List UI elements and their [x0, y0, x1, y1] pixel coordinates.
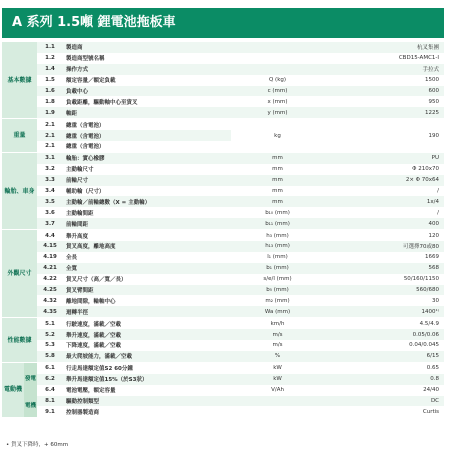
spec-description: 軸距 [63, 107, 231, 118]
spec-code: 3.4 [37, 186, 63, 197]
spec-unit: kg [231, 119, 324, 153]
spec-code: 4.35 [37, 306, 63, 317]
spec-value: 400 [324, 218, 444, 229]
spec-unit: mm [231, 164, 324, 175]
spec-description: 主動輪間距 [63, 207, 231, 218]
spec-description: 貨叉尺寸（高／寬／長） [63, 274, 231, 285]
spec-code: 3.5 [37, 196, 63, 207]
spec-value: 30 [324, 295, 444, 306]
spec-description: 負載距離，驅動軸中心至貨叉 [63, 96, 231, 107]
spec-unit: x (mm) [231, 96, 324, 107]
spec-unit: kW [231, 362, 324, 373]
spec-description: 總重（含電池） [63, 119, 231, 130]
spec-description: 舉升馬達額定值15%（於S3狀） [63, 374, 231, 385]
table-row [2, 374, 444, 385]
spec-description: 電池電壓，額定容量 [63, 385, 231, 396]
spec-unit [231, 53, 324, 64]
table-row [2, 53, 444, 64]
spec-code: 1.1 [37, 42, 63, 53]
spec-value: 568 [324, 263, 444, 274]
table-row [2, 196, 444, 207]
spec-value: 2× Φ 70x64 [324, 175, 444, 186]
spec-value: 0.8 [324, 374, 444, 385]
spec-value: 1500 [324, 75, 444, 86]
spec-description: 總重（含電池） [63, 141, 231, 152]
spec-code: 5.3 [37, 340, 63, 351]
spec-unit: y (mm) [231, 107, 324, 118]
spec-description: 控制器製造商 [63, 406, 231, 417]
spec-code: 4.4 [37, 230, 63, 241]
table-row [2, 119, 444, 130]
spec-code: 4.15 [37, 241, 63, 252]
spec-value: 4.5/4.9 [324, 318, 444, 329]
spec-description: 舉升速度，滿載／空載 [63, 329, 231, 340]
spec-description: 下降速度，滿載／空載 [63, 340, 231, 351]
table-row [2, 152, 444, 163]
table-row [2, 42, 444, 53]
spec-code: 3.6 [37, 207, 63, 218]
spec-value: Curtis [324, 406, 444, 417]
table-row [2, 406, 444, 417]
spec-description: 輪胎：實心橡膠 [63, 152, 231, 163]
spec-code: 4.21 [37, 263, 63, 274]
spec-description: 前輪間距 [63, 218, 231, 229]
spec-value: 1669 [324, 252, 444, 263]
spec-code: 3.2 [37, 164, 63, 175]
table-row [2, 207, 444, 218]
group-label-basic: 基本數據 [2, 42, 37, 119]
table-row [2, 64, 444, 75]
spec-unit: mm [231, 186, 324, 197]
spec-unit: m/s [231, 329, 324, 340]
spec-description: 迴轉半徑 [63, 306, 231, 317]
spec-value: 可選擇70或80 [324, 241, 444, 252]
group-sublabel-power-a: 發電 [24, 362, 37, 395]
spec-value: 50/160/1150 [324, 274, 444, 285]
spec-description: 離地間隙，輪軸中心 [63, 295, 231, 306]
spec-code: 1.5 [37, 75, 63, 86]
spec-value: 1225 [324, 107, 444, 118]
spec-unit: Q (kg) [231, 75, 324, 86]
spec-description: 主動輪／前輪總數（X = 主動輪） [63, 196, 231, 207]
spec-unit: b₁₀ (mm) [231, 207, 324, 218]
spec-unit: m/s [231, 340, 324, 351]
spec-unit: Wa (mm) [231, 306, 324, 317]
table-row [2, 230, 444, 241]
spec-code: 8.1 [37, 396, 63, 407]
table-row [2, 396, 444, 407]
table-row [2, 306, 444, 317]
spec-unit: s/e/l (mm) [231, 274, 324, 285]
spec-description: 輔助輪（尺寸） [63, 186, 231, 197]
spec-code: 4.22 [37, 274, 63, 285]
spec-unit: b₁ (mm) [231, 263, 324, 274]
spec-value: 手拉式 [324, 64, 444, 75]
spec-code: 5.1 [37, 318, 63, 329]
table-row [2, 274, 444, 285]
spec-value: / [324, 186, 444, 197]
spec-value: 1400¹⁾ [324, 306, 444, 317]
group-label-weight: 重量 [2, 119, 37, 153]
spec-description: 貨叉臂間距 [63, 285, 231, 296]
spec-code: 4.32 [37, 295, 63, 306]
spec-description: 額定容量／額定負載 [63, 75, 231, 86]
table-row [2, 86, 444, 97]
spec-description: 製造商 [63, 42, 231, 53]
spec-code: 2.1 [37, 141, 63, 152]
spec-unit: mm [231, 152, 324, 163]
spec-value: 1x/4 [324, 196, 444, 207]
table-row [2, 252, 444, 263]
spec-table [2, 42, 444, 418]
spec-value: 0.05/0.06 [324, 329, 444, 340]
spec-code: 6.2 [37, 374, 63, 385]
spec-code: 5.8 [37, 351, 63, 362]
spec-code: 9.1 [37, 406, 63, 417]
spec-description: 貨叉高度，離地高度 [63, 241, 231, 252]
spec-code: 2.1 [37, 119, 63, 130]
spec-value: PU [324, 152, 444, 163]
spec-description: 行駛速度，滿載／空載 [63, 318, 231, 329]
spec-unit: V/Ah [231, 385, 324, 396]
spec-code: 4.19 [37, 252, 63, 263]
spec-unit: kW [231, 374, 324, 385]
spec-code: 3.1 [37, 152, 63, 163]
spec-unit: km/h [231, 318, 324, 329]
spec-unit [231, 396, 324, 407]
table-row [2, 295, 444, 306]
group-label-dims: 外觀尺寸 [2, 230, 37, 318]
spec-value: / [324, 207, 444, 218]
spec-unit: m₂ (mm) [231, 295, 324, 306]
spec-code: 6.1 [37, 362, 63, 373]
spec-value: 120 [324, 230, 444, 241]
spec-unit: b₅ (mm) [231, 285, 324, 296]
table-row [2, 351, 444, 362]
spec-code: 1.8 [37, 96, 63, 107]
table-row [2, 340, 444, 351]
spec-code: 5.2 [37, 329, 63, 340]
spec-code: 2.1 [37, 130, 63, 141]
spec-description: 總重（含電池） [63, 130, 231, 141]
spec-code: 6.4 [37, 385, 63, 396]
spec-unit: h₃ (mm) [231, 230, 324, 241]
spec-value: 600 [324, 86, 444, 97]
table-row [2, 318, 444, 329]
spec-value: Φ 210x70 [324, 164, 444, 175]
table-row [2, 107, 444, 118]
spec-code: 1.9 [37, 107, 63, 118]
spec-value: 杭叉集團 [324, 42, 444, 53]
spec-description: 全長 [63, 252, 231, 263]
table-row [2, 164, 444, 175]
spec-code: 4.25 [37, 285, 63, 296]
spec-code: 1.2 [37, 53, 63, 64]
table-row [2, 75, 444, 86]
group-sublabel-power-b: 電機 [24, 396, 37, 418]
spec-value: 950 [324, 96, 444, 107]
table-row [2, 96, 444, 107]
table-row [2, 362, 444, 373]
table-row [2, 329, 444, 340]
spec-unit: h₁₃ (mm) [231, 241, 324, 252]
table-row [2, 241, 444, 252]
spec-unit: mm [231, 196, 324, 207]
spec-description: 全寬 [63, 263, 231, 274]
table-row [2, 175, 444, 186]
spec-description: 舉升高度 [63, 230, 231, 241]
spec-description: 製造商型號名稱 [63, 53, 231, 64]
group-label-power: 電動機 [2, 362, 24, 417]
spec-value: 560/680 [324, 285, 444, 296]
table-row [2, 218, 444, 229]
footnote: • 貨叉下降時，+ 60mm [6, 442, 69, 448]
spec-code: 1.6 [37, 86, 63, 97]
spec-description: 前輪尺寸 [63, 175, 231, 186]
spec-description: 驅動控制類型 [63, 396, 231, 407]
spec-unit [231, 406, 324, 417]
spec-value: 24/40 [324, 385, 444, 396]
spec-value: CBD15-AMC1-I [324, 53, 444, 64]
table-row [2, 263, 444, 274]
spec-value: 6/15 [324, 351, 444, 362]
group-label-wheels: 輪胎、車身 [2, 152, 37, 229]
spec-description: 主動輪尺寸 [63, 164, 231, 175]
table-row [2, 285, 444, 296]
spec-unit: mm [231, 175, 324, 186]
spec-code: 3.7 [37, 218, 63, 229]
spec-unit: b₁₁ (mm) [231, 218, 324, 229]
table-row [2, 186, 444, 197]
spec-code: 3.3 [37, 175, 63, 186]
spec-code: 1.4 [37, 64, 63, 75]
spec-description: 最大爬坡能力，滿載／空載 [63, 351, 231, 362]
spec-unit: c (mm) [231, 86, 324, 97]
spec-unit [231, 64, 324, 75]
spec-value: 0.04/0.045 [324, 340, 444, 351]
spec-unit [231, 42, 324, 53]
group-label-perf: 性能數據 [2, 318, 37, 363]
spec-value: 0.65 [324, 362, 444, 373]
spec-description: 負載中心 [63, 86, 231, 97]
spec-unit: % [231, 351, 324, 362]
spec-value: 190 [324, 119, 444, 153]
spec-description: 操作方式 [63, 64, 231, 75]
spec-unit: l₁ (mm) [231, 252, 324, 263]
page-title: A 系列 1.5噸 鋰電池拖板車 [2, 8, 444, 38]
table-row [2, 385, 444, 396]
spec-description: 行走馬達額定值S2 60分鐘 [63, 362, 231, 373]
spec-value: DC [324, 396, 444, 407]
